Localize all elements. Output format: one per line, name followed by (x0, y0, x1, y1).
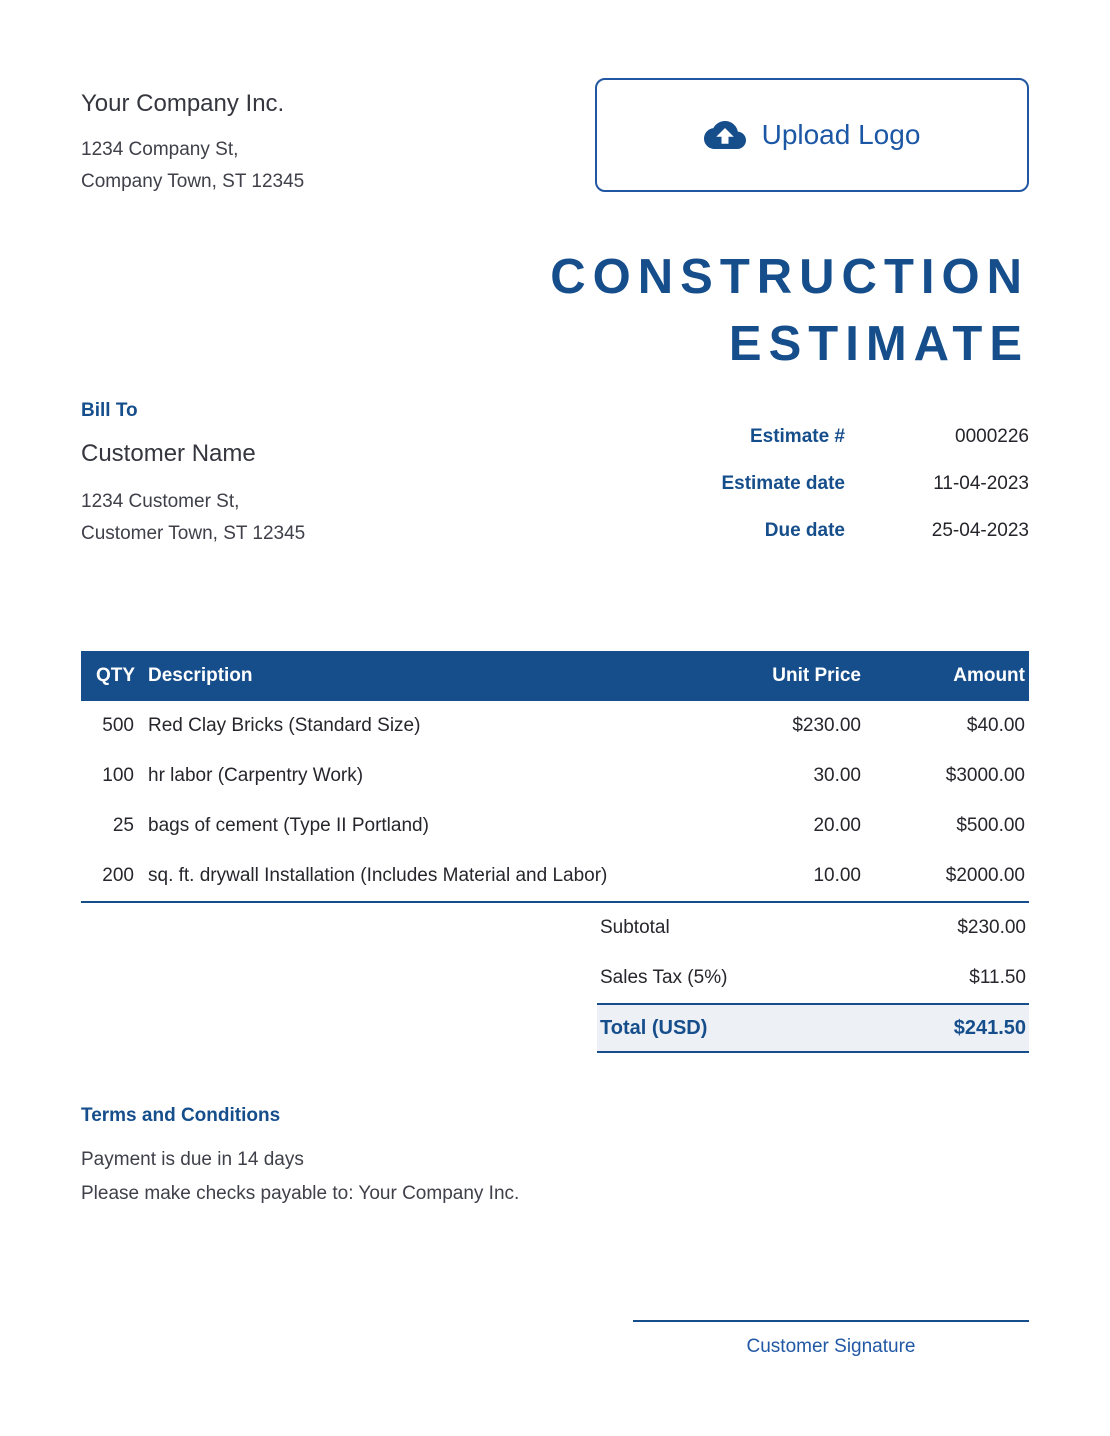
estimate-date-value: 11-04-2023 (933, 473, 1029, 494)
due-date-value: 25-04-2023 (931, 520, 1029, 541)
row-unit-price: $230.00 (792, 715, 861, 736)
upload-logo-button[interactable] (595, 78, 1029, 192)
row-amount: $2000.00 (945, 865, 1025, 886)
company-name: Your Company Inc. (81, 90, 285, 117)
customer-name: Customer Name (81, 440, 256, 467)
row-qty: 100 (102, 765, 134, 786)
terms-line2: Please make checks payable to: Your Company Inc. (81, 1183, 520, 1204)
row-qty: 25 (112, 815, 134, 836)
bill-to-block (81, 400, 305, 567)
row-amount: $40.00 (966, 715, 1025, 736)
row-qty: 500 (102, 715, 134, 736)
terms-heading: Terms and Conditions (81, 1105, 281, 1126)
row-unit-price: 10.00 (813, 865, 861, 886)
subtotal-value: $230.00 (957, 917, 1026, 938)
document-title (81, 244, 1029, 378)
sales-tax-value: $11.50 (969, 967, 1026, 988)
cloud-upload-icon (704, 114, 746, 156)
row-qty: 200 (102, 865, 134, 886)
estimate-date-row (595, 473, 1029, 495)
estimate-number-row (595, 426, 1029, 448)
header-description: Description (148, 665, 253, 686)
subtotal-label: Subtotal (600, 917, 670, 938)
info-section (81, 400, 1029, 567)
row-description: bags of cement (Type II Portland) (148, 815, 429, 836)
sales-tax-row (597, 953, 1029, 1003)
estimate-date-label: Estimate date (721, 473, 845, 494)
company-address-line1: 1234 Company St, (81, 139, 239, 160)
estimate-number-value: 0000226 (955, 426, 1029, 447)
customer-address-line1: 1234 Customer St, (81, 491, 240, 512)
row-description: Red Clay Bricks (Standard Size) (148, 715, 421, 736)
row-unit-price: 30.00 (813, 765, 861, 786)
subtotal-row (597, 903, 1029, 953)
due-date-row (595, 520, 1029, 542)
estimate-number-label: Estimate # (749, 426, 845, 447)
document-title-line2: ESTIMATE (728, 317, 1029, 371)
table-row (81, 801, 1029, 851)
items-table (81, 651, 1029, 903)
total-label: Total (USD) (600, 1016, 708, 1039)
upload-logo-label: Upload Logo (761, 119, 921, 150)
row-description: sq. ft. drywall Installation (Includes Material and Labor) (148, 865, 608, 886)
customer-address-line2: Customer Town, ST 12345 (81, 523, 306, 544)
totals-block (597, 903, 1029, 1053)
total-row (597, 1003, 1029, 1053)
items-table-body (81, 701, 1029, 903)
table-row (81, 751, 1029, 801)
row-amount: $500.00 (956, 815, 1025, 836)
header-unit-price: Unit Price (772, 665, 861, 686)
total-value: $241.50 (953, 1016, 1026, 1039)
header-row (81, 78, 1029, 198)
company-block (81, 78, 304, 198)
company-address-line2: Company Town, ST 12345 (81, 171, 305, 192)
row-description: hr labor (Carpentry Work) (148, 765, 364, 786)
document-title-line1: CONSTRUCTION (550, 250, 1029, 304)
due-date-label: Due date (764, 520, 845, 541)
table-row (81, 851, 1029, 901)
signature-block (633, 1320, 1029, 1358)
bill-to-heading: Bill To (81, 400, 138, 421)
items-table-header (81, 651, 1029, 701)
table-row (81, 701, 1029, 751)
header-qty: QTY (96, 665, 136, 686)
row-amount: $3000.00 (945, 765, 1025, 786)
terms-line1: Payment is due in 14 days (81, 1149, 304, 1170)
sales-tax-label: Sales Tax (5%) (600, 967, 728, 988)
terms-block (81, 1105, 1029, 1211)
estimate-meta-block (595, 426, 1029, 567)
customer-signature-label: Customer Signature (746, 1336, 916, 1357)
row-unit-price: 20.00 (813, 815, 861, 836)
header-amount: Amount (953, 665, 1025, 686)
